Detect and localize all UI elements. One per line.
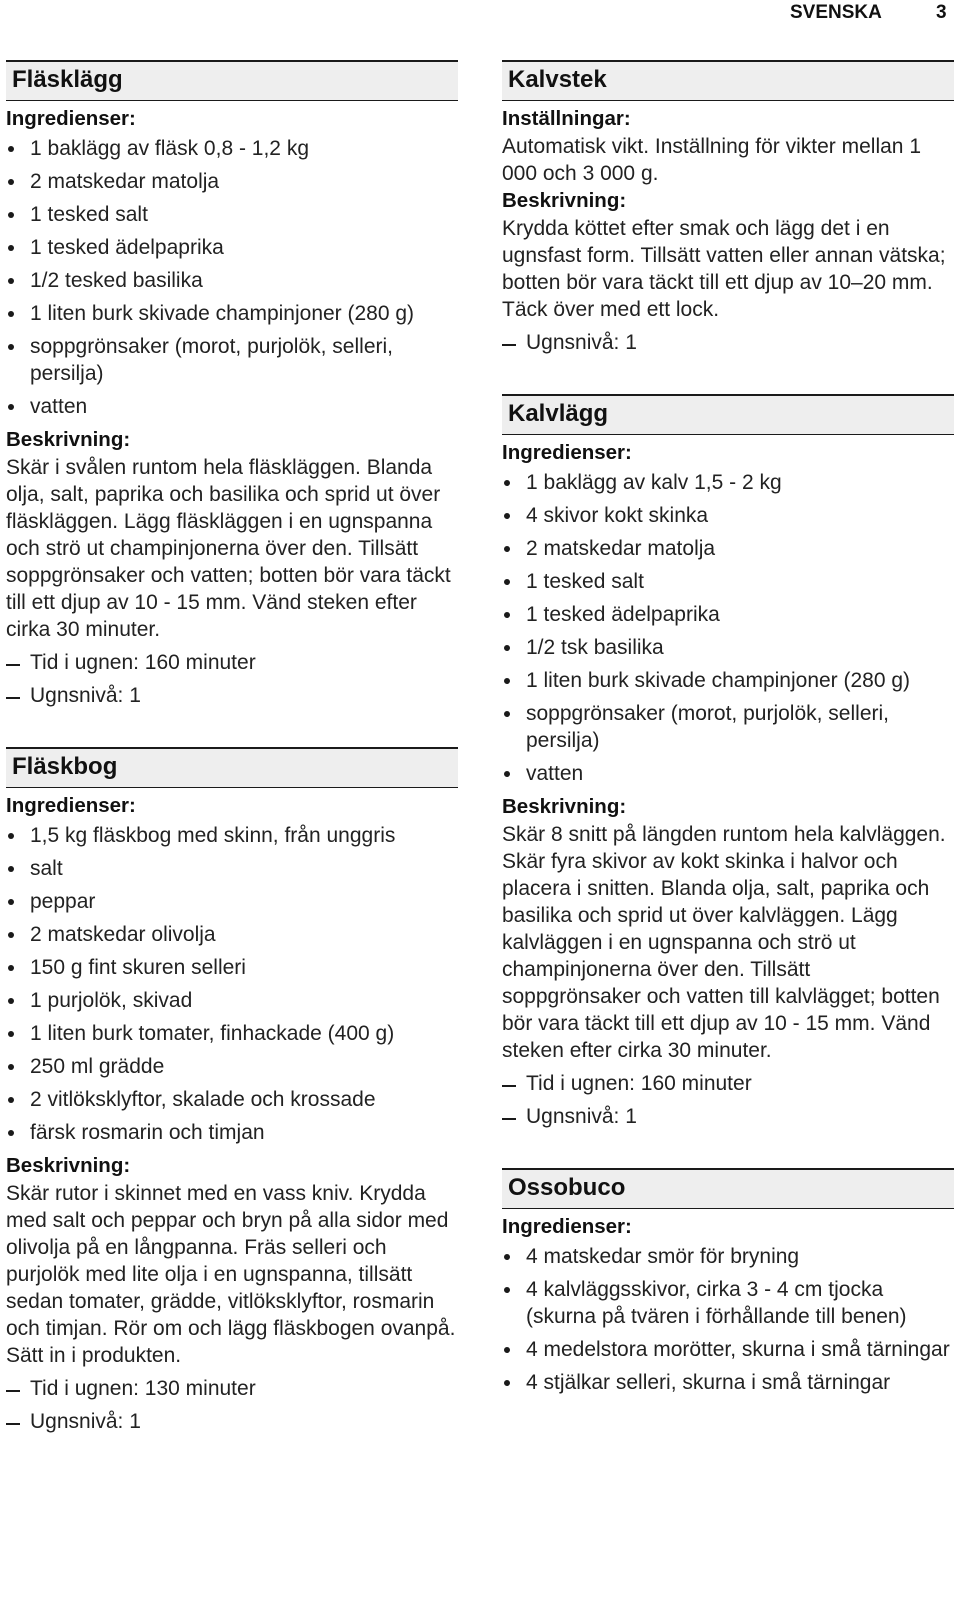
note-item: Tid i ugnen: 160 minuter — [502, 1070, 954, 1097]
section-title: Kalvlägg — [502, 394, 954, 435]
list-item: 1/2 tsk basilika — [502, 634, 954, 661]
list-item: 4 medelstora morötter, skurna i små tärningar — [502, 1336, 954, 1363]
language-label: SVENSKA — [790, 2, 882, 23]
recipe-kalvlagg — [502, 394, 954, 1130]
list-item: 150 g fint skuren selleri — [6, 954, 458, 981]
ingredients-label: Ingredienser: — [502, 1215, 632, 1238]
list-item: 1 tesked ädelpaprika — [502, 601, 954, 628]
list-item: vatten — [6, 393, 458, 420]
list-item: 1 liten burk skivade champinjoner (280 g) — [502, 667, 954, 694]
notes-list — [502, 1070, 954, 1130]
ingredients-list — [502, 1243, 954, 1396]
list-item: vatten — [502, 760, 954, 787]
list-item: peppar — [6, 888, 458, 915]
list-item: 2 vitlöksklyftor, skalade och krossade — [6, 1086, 458, 1113]
list-item: 4 kalvläggsskivor, cirka 3 - 4 cm tjocka (skurna på tvären i förhållande till benen) — [502, 1276, 954, 1330]
list-item: 1,5 kg fläskbog med skinn, från unggris — [6, 822, 458, 849]
notes-list — [6, 1375, 458, 1435]
recipe-ossobuco — [502, 1168, 954, 1396]
list-item: soppgrönsaker (morot, purjolök, selleri, persilja) — [502, 700, 954, 754]
ingredients-list — [6, 822, 458, 1146]
list-item: färsk rosmarin och timjan — [6, 1119, 458, 1146]
note-item: Ugnsnivå: 1 — [502, 1103, 954, 1130]
list-item: salt — [6, 855, 458, 882]
list-item: 2 matskedar matolja — [502, 535, 954, 562]
ingredients-label: Ingredienser: — [502, 441, 632, 464]
list-item: 1 tesked ädelpaprika — [6, 234, 458, 261]
list-item: 4 stjälkar selleri, skurna i små tärningar — [502, 1369, 954, 1396]
section-title: Kalvstek — [502, 60, 954, 101]
recipe-kalvstek — [502, 60, 954, 356]
description-label: Beskrivning: — [502, 795, 627, 818]
description-text: Skär rutor i skinnet med en vass kniv. Krydda med salt och peppar och bryn på alla sidor med olivolja på en långpanna. Fräs selleri och purjolök med lite olja i en ugnspanna, tillsätt sedan tomater, grädde, vitlöksklyftor, rosmarin och timjan. Rör om och lägg fläskbogen ovanpå. Sätt in i produkten. — [6, 1182, 456, 1367]
ingredients-label: Ingredienser: — [6, 794, 136, 817]
left-column — [6, 60, 458, 1473]
list-item: 1 purjolök, skivad — [6, 987, 458, 1014]
page-number: 3 — [936, 2, 947, 23]
notes-list — [502, 329, 954, 356]
description-label: Beskrivning: — [6, 428, 131, 451]
section-title: Fläskbog — [6, 747, 458, 788]
settings-text: Automatisk vikt. Inställning för vikter mellan 1 000 och 3 000 g. — [502, 135, 921, 185]
list-item: 1 tesked salt — [6, 201, 458, 228]
description-label: Beskrivning: — [6, 1154, 131, 1177]
section-title: Fläsklägg — [6, 60, 458, 101]
list-item: 4 skivor kokt skinka — [502, 502, 954, 529]
note-item: Ugnsnivå: 1 — [6, 682, 458, 709]
description-label: Beskrivning: — [502, 189, 627, 212]
list-item: 1 liten burk skivade champinjoner (280 g) — [6, 300, 458, 327]
list-item: 250 ml grädde — [6, 1053, 458, 1080]
list-item: 2 matskedar olivolja — [6, 921, 458, 948]
description-text: Skär i svålen runtom hela fläskläggen. Blanda olja, salt, paprika och basilika och sprid ut över fläskläggen. Lägg fläskläggen i en ugnspanna och strö ut champinjonerna över den. Tillsätt soppgrönsaker och vatten; botten bör vara täckt till ett djup av 10 - 15 mm. Vänd steken efter cirka 30 minuter. — [6, 456, 451, 641]
list-item: 1 liten burk tomater, finhackade (400 g) — [6, 1020, 458, 1047]
description-text: Skär 8 snitt på längden runtom hela kalvläggen. Skär fyra skivor av kokt skinka i halvor och placera i snitten. Blanda olja, salt, paprika och basilika och sprid ut över kalvläggen. Lägg kalvläggen i en ugnspanna och strö ut champinjonerna över den. Tillsätt soppgrönsaker och vatten till kalvlägget; botten bör vara täckt till ett djup av 10 - 15 mm. Vänd steken efter cirka 30 minuter. — [502, 823, 946, 1062]
list-item: 1 baklägg av fläsk 0,8 - 1,2 kg — [6, 135, 458, 162]
list-item: 1 baklägg av kalv 1,5 - 2 kg — [502, 469, 954, 496]
list-item: 1/2 tesked basilika — [6, 267, 458, 294]
list-item: 4 matskedar smör för bryning — [502, 1243, 954, 1270]
section-title: Ossobuco — [502, 1168, 954, 1209]
ingredients-label: Ingredienser: — [6, 107, 136, 130]
right-column — [502, 60, 954, 1434]
list-item: soppgrönsaker (morot, purjolök, selleri, persilja) — [6, 333, 458, 387]
note-item: Tid i ugnen: 160 minuter — [6, 649, 458, 676]
ingredients-list — [6, 135, 458, 420]
settings-label: Inställningar: — [502, 107, 631, 130]
list-item: 1 tesked salt — [502, 568, 954, 595]
ingredients-list — [502, 469, 954, 787]
description-text: Krydda köttet efter smak och lägg det i en ugnsfast form. Tillsätt vatten eller annan vätska; botten bör vara täckt till ett djup av 10–20 mm. Täck över med ett lock. — [502, 217, 946, 321]
note-item: Tid i ugnen: 130 minuter — [6, 1375, 458, 1402]
recipe-flaskbog — [6, 747, 458, 1435]
notes-list — [6, 649, 458, 709]
page-header — [0, 0, 960, 30]
recipe-flasklagg — [6, 60, 458, 709]
note-item: Ugnsnivå: 1 — [6, 1408, 458, 1435]
list-item: 2 matskedar matolja — [6, 168, 458, 195]
note-item: Ugnsnivå: 1 — [502, 329, 954, 356]
